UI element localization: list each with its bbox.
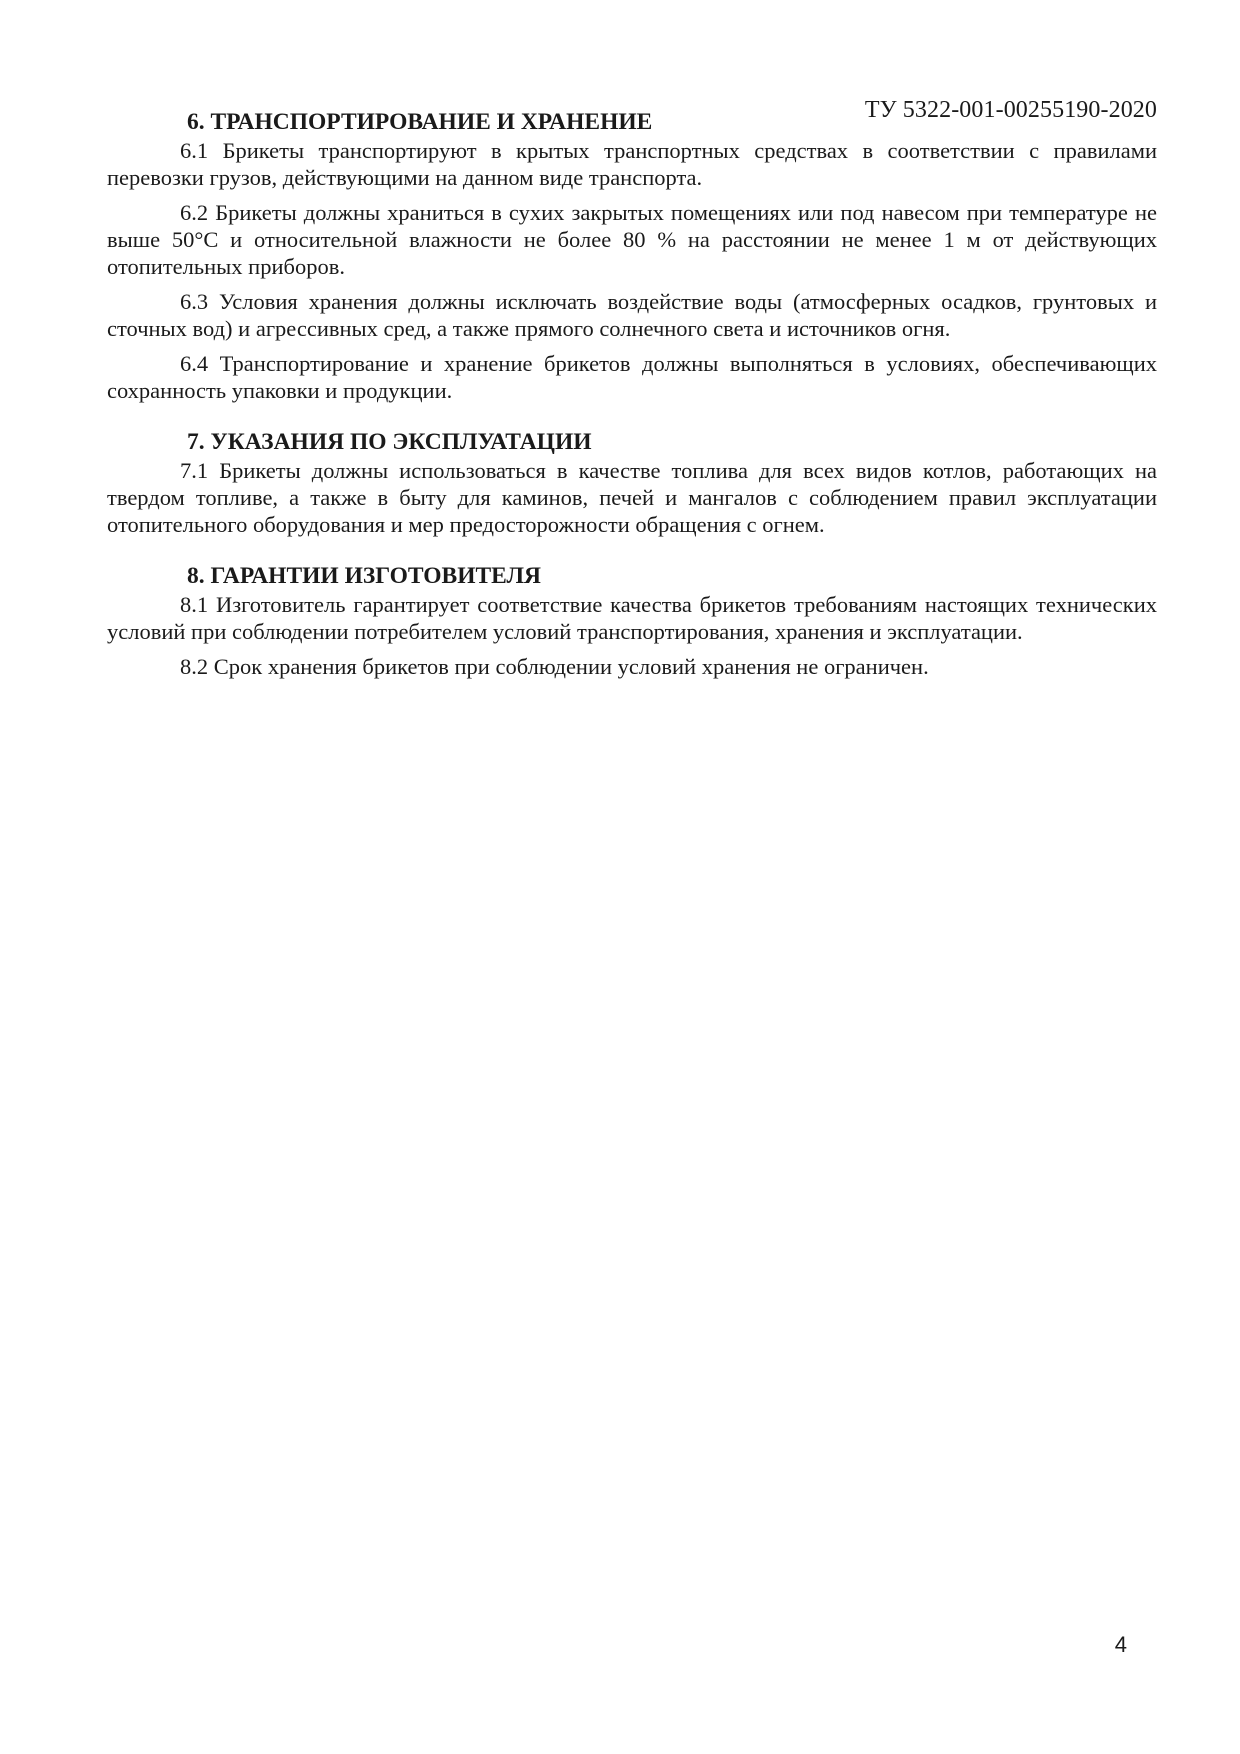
document-code: ТУ 5322-001-00255190-2020: [864, 97, 1157, 123]
document-body: [107, 108, 1157, 704]
section-transport-storage: [107, 108, 1157, 404]
paragraph-8-1: 8.1 Изготовитель гарантирует соответствие качества брикетов требованиям настоящих технических условий при соблюдении потребителем условий транспортирования, хранения и эксплуатации.: [107, 592, 1157, 644]
section-operation: [107, 428, 1157, 538]
section-heading: 7. УКАЗАНИЯ ПО ЭКСПЛУАТАЦИИ: [187, 429, 592, 455]
section-heading: 6. ТРАНСПОРТИРОВАНИЕ И ХРАНЕНИЕ: [187, 109, 653, 135]
section-warranty: [107, 562, 1157, 680]
paragraph-6-1: 6.1 Брикеты транспортируют в крытых транспортных средствах в соответствии с правилами перевозки грузов, действующими на данном виде транспорта.: [107, 138, 1157, 190]
page-number: 4: [1114, 1632, 1127, 1657]
paragraph-7-1: 7.1 Брикеты должны использоваться в качестве топлива для всех видов котлов, работающих на твердом топливе, а также в быту для каминов, печей и мангалов с соблюдением правил эксплуатации отопительного оборудования и мер предосторожности обращения с огнем.: [107, 458, 1157, 537]
paragraph-6-4: 6.4 Транспортирование и хранение брикетов должны выполняться в условиях, обеспечивающих сохранность упаковки и продукции.: [107, 351, 1157, 403]
paragraph-8-2: 8.2 Срок хранения брикетов при соблюдении условий хранения не ограничен.: [180, 654, 929, 679]
paragraph-6-3: 6.3 Условия хранения должны исключать воздействие воды (атмосферных осадков, грунтовых и сточных вод) и агрессивных сред, а также прямого солнечного света и источников огня.: [107, 289, 1157, 341]
section-heading: 8. ГАРАНТИИ ИЗГОТОВИТЕЛЯ: [187, 563, 542, 589]
paragraph-6-2: 6.2 Брикеты должны храниться в сухих закрытых помещениях или под навесом при температуре не выше 50°С и относительной влажности не более 80 % на расстоянии не менее 1 м от действующих отопительных приборов.: [107, 200, 1157, 279]
